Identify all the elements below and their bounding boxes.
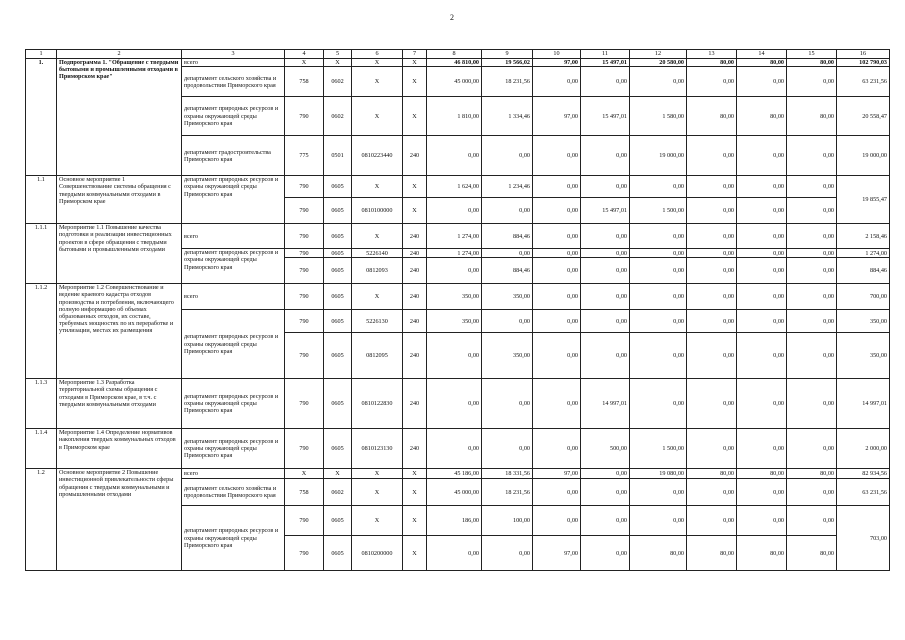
cell: 0,00 bbox=[427, 258, 482, 284]
cell: X bbox=[285, 469, 324, 479]
cell: 20 558,47 bbox=[837, 97, 890, 136]
cell: 1 274,00 bbox=[427, 249, 482, 258]
cell: 1 274,00 bbox=[427, 224, 482, 249]
executor: департамент природных ресурсов и охраны окружающей среды Приморского края bbox=[182, 506, 285, 571]
table-row bbox=[26, 429, 890, 469]
row-number: 1.2 bbox=[26, 469, 57, 571]
cell: 63 231,56 bbox=[837, 67, 890, 97]
cell: 0,00 bbox=[737, 176, 787, 198]
cell: X bbox=[352, 97, 403, 136]
cell: 884,46 bbox=[837, 258, 890, 284]
cell: 0,00 bbox=[581, 249, 630, 258]
cell: 0,00 bbox=[482, 136, 533, 176]
cell: 240 bbox=[403, 333, 427, 379]
cell: 240 bbox=[403, 379, 427, 429]
cell: 0602 bbox=[324, 479, 352, 506]
row-number: 1.1.2 bbox=[26, 284, 57, 379]
cell: 19 000,00 bbox=[837, 136, 890, 176]
executor: департамент природных ресурсов и охраны окружающей среды Приморского края bbox=[182, 176, 285, 224]
col-header: 15 bbox=[787, 50, 837, 59]
cell: X bbox=[324, 59, 352, 67]
col-header: 4 bbox=[285, 50, 324, 59]
cell: 15 497,01 bbox=[581, 59, 630, 67]
cell: 0810122830 bbox=[352, 379, 403, 429]
executor: всего bbox=[182, 59, 285, 67]
col-header: 8 bbox=[427, 50, 482, 59]
col-header: 11 bbox=[581, 50, 630, 59]
cell: 1 274,00 bbox=[837, 249, 890, 258]
cell: 0,00 bbox=[427, 429, 482, 469]
cell: 0,00 bbox=[533, 310, 581, 333]
cell: 0,00 bbox=[630, 67, 687, 97]
cell: X bbox=[352, 284, 403, 310]
col-header: 7 bbox=[403, 50, 427, 59]
cell: 0,00 bbox=[533, 67, 581, 97]
cell: 0,00 bbox=[581, 67, 630, 97]
executor: всего bbox=[182, 224, 285, 249]
cell: 1 624,00 bbox=[427, 176, 482, 198]
cell: 240 bbox=[403, 136, 427, 176]
cell: 0501 bbox=[324, 136, 352, 176]
cell: 0602 bbox=[324, 67, 352, 97]
cell: 186,00 bbox=[427, 506, 482, 536]
cell: 790 bbox=[285, 224, 324, 249]
cell: 5226140 bbox=[352, 249, 403, 258]
cell: 0,00 bbox=[737, 379, 787, 429]
cell: 790 bbox=[285, 97, 324, 136]
row-name: Основное мероприятие 2 Повышение инвестиционной привлекательности сферы обращения с твердыми коммунальными и промышленными отходами bbox=[57, 469, 182, 571]
cell: 703,00 bbox=[837, 506, 890, 571]
cell: 0,00 bbox=[787, 258, 837, 284]
cell: 700,00 bbox=[837, 284, 890, 310]
cell: 97,00 bbox=[533, 469, 581, 479]
executor: департамент градостроительства Приморского края bbox=[182, 136, 285, 176]
cell: X bbox=[403, 479, 427, 506]
cell: 0602 bbox=[324, 97, 352, 136]
cell: 240 bbox=[403, 284, 427, 310]
cell: X bbox=[403, 97, 427, 136]
cell: 758 bbox=[285, 479, 324, 506]
cell: 102 790,03 bbox=[837, 59, 890, 67]
cell: 45 186,00 bbox=[427, 469, 482, 479]
col-header: 16 bbox=[837, 50, 890, 59]
page-number: 2 bbox=[450, 13, 454, 22]
cell: 0,00 bbox=[737, 198, 787, 224]
cell: 0,00 bbox=[427, 379, 482, 429]
cell: 0810123130 bbox=[352, 429, 403, 469]
row-number: 1.1 bbox=[26, 176, 57, 224]
executor: департамент природных ресурсов и охраны окружающей среды Приморского края bbox=[182, 97, 285, 136]
table-row bbox=[26, 469, 890, 479]
cell: 790 bbox=[285, 198, 324, 224]
row-name: Мероприятие 1.2 Совершенствование и ведение краевого кадастра отходов производства и потребления, включающего полную информацию об объемах образованных отходов, их составе, требуемых мощностях по их переработке и утилизации, местах их размещения bbox=[57, 284, 182, 379]
cell: 790 bbox=[285, 310, 324, 333]
cell: 0,00 bbox=[787, 284, 837, 310]
cell: 240 bbox=[403, 224, 427, 249]
cell: 0,00 bbox=[687, 198, 737, 224]
executor: департамент сельского хозяйства и продовольствия Приморского края bbox=[182, 479, 285, 506]
cell: 790 bbox=[285, 379, 324, 429]
cell: X bbox=[403, 59, 427, 67]
cell: 18 231,56 bbox=[482, 479, 533, 506]
cell: X bbox=[352, 224, 403, 249]
cell: 0,00 bbox=[787, 379, 837, 429]
cell: 350,00 bbox=[837, 310, 890, 333]
cell: 0810200000 bbox=[352, 536, 403, 571]
cell: X bbox=[403, 67, 427, 97]
cell: 0,00 bbox=[787, 176, 837, 198]
cell: 80,00 bbox=[630, 536, 687, 571]
cell: 15 497,01 bbox=[581, 198, 630, 224]
row-number: 1.1.3 bbox=[26, 379, 57, 429]
cell: 240 bbox=[403, 249, 427, 258]
cell: 20 580,00 bbox=[630, 59, 687, 67]
cell: 0,00 bbox=[427, 333, 482, 379]
cell: 0,00 bbox=[533, 176, 581, 198]
cell: 0,00 bbox=[630, 506, 687, 536]
executor: департамент природных ресурсов и охраны окружающей среды Приморского края bbox=[182, 310, 285, 379]
cell: 0,00 bbox=[737, 479, 787, 506]
cell: 19 855,47 bbox=[837, 176, 890, 224]
cell: 0,00 bbox=[687, 136, 737, 176]
cell: 0,00 bbox=[581, 506, 630, 536]
cell: 1 234,46 bbox=[482, 176, 533, 198]
cell: 0,00 bbox=[427, 136, 482, 176]
cell: 80,00 bbox=[687, 469, 737, 479]
cell: X bbox=[352, 469, 403, 479]
cell: 80,00 bbox=[687, 536, 737, 571]
cell: 350,00 bbox=[837, 333, 890, 379]
cell: 0,00 bbox=[581, 469, 630, 479]
cell: 0605 bbox=[324, 333, 352, 379]
header-row bbox=[26, 50, 890, 59]
executor: всего bbox=[182, 284, 285, 310]
cell: 0605 bbox=[324, 506, 352, 536]
cell: 0,00 bbox=[427, 536, 482, 571]
cell: 0605 bbox=[324, 249, 352, 258]
cell: 2 000,00 bbox=[837, 429, 890, 469]
cell: 0,00 bbox=[581, 258, 630, 284]
cell: 14 997,01 bbox=[581, 379, 630, 429]
cell: 0,00 bbox=[687, 284, 737, 310]
cell: 790 bbox=[285, 249, 324, 258]
cell: X bbox=[352, 67, 403, 97]
table-row bbox=[26, 224, 890, 249]
cell: 19 080,00 bbox=[630, 469, 687, 479]
cell: 0,00 bbox=[737, 284, 787, 310]
cell: 5226130 bbox=[352, 310, 403, 333]
cell: 100,00 bbox=[482, 506, 533, 536]
cell: X bbox=[352, 176, 403, 198]
table-row bbox=[26, 176, 890, 198]
table-row bbox=[26, 284, 890, 310]
cell: 18 231,56 bbox=[482, 67, 533, 97]
cell: 0,00 bbox=[482, 198, 533, 224]
cell: 0,00 bbox=[581, 284, 630, 310]
cell: 0,00 bbox=[787, 198, 837, 224]
cell: 0,00 bbox=[581, 136, 630, 176]
cell: 0605 bbox=[324, 284, 352, 310]
cell: 0,00 bbox=[533, 284, 581, 310]
cell: 0605 bbox=[324, 379, 352, 429]
cell: X bbox=[324, 469, 352, 479]
cell: 0,00 bbox=[737, 258, 787, 284]
row-number: 1.1.4 bbox=[26, 429, 57, 469]
cell: 80,00 bbox=[737, 469, 787, 479]
cell: 45 000,00 bbox=[427, 67, 482, 97]
cell: 82 934,56 bbox=[837, 469, 890, 479]
cell: 0,00 bbox=[787, 310, 837, 333]
cell: 0,00 bbox=[787, 224, 837, 249]
cell: 18 331,56 bbox=[482, 469, 533, 479]
cell: 0605 bbox=[324, 258, 352, 284]
col-header: 1 bbox=[26, 50, 57, 59]
table-row bbox=[26, 59, 890, 67]
cell: 63 231,56 bbox=[837, 479, 890, 506]
cell: 0,00 bbox=[630, 224, 687, 249]
cell: 80,00 bbox=[787, 59, 837, 67]
cell: X bbox=[403, 506, 427, 536]
cell: 0605 bbox=[324, 310, 352, 333]
cell: 0,00 bbox=[687, 333, 737, 379]
cell: 500,00 bbox=[581, 429, 630, 469]
cell: 790 bbox=[285, 284, 324, 310]
cell: 0810100000 bbox=[352, 198, 403, 224]
cell: 0,00 bbox=[533, 198, 581, 224]
cell: 1 500,00 bbox=[630, 429, 687, 469]
cell: 0605 bbox=[324, 176, 352, 198]
col-header: 14 bbox=[737, 50, 787, 59]
cell: 0,00 bbox=[687, 379, 737, 429]
col-header: 13 bbox=[687, 50, 737, 59]
cell: X bbox=[352, 506, 403, 536]
row-name: Мероприятие 1.1 Повышение качества подготовки и реализации инвестиционных проектов в сфере обращения с твердыми бытовыми и промышленными отходами bbox=[57, 224, 182, 284]
cell: 0,00 bbox=[581, 479, 630, 506]
cell: 19 000,00 bbox=[630, 136, 687, 176]
row-name: Мероприятие 1.4 Определение нормативов накопления твердых коммунальных отходов в Приморском крае bbox=[57, 429, 182, 469]
cell: 80,00 bbox=[737, 59, 787, 67]
cell: X bbox=[403, 469, 427, 479]
cell: 15 497,01 bbox=[581, 97, 630, 136]
cell: 0,00 bbox=[482, 429, 533, 469]
cell: 0810223440 bbox=[352, 136, 403, 176]
cell: 0,00 bbox=[737, 310, 787, 333]
cell: 80,00 bbox=[737, 536, 787, 571]
cell: 0,00 bbox=[533, 224, 581, 249]
cell: 758 bbox=[285, 67, 324, 97]
cell: 0605 bbox=[324, 429, 352, 469]
cell: 350,00 bbox=[482, 284, 533, 310]
cell: 0,00 bbox=[482, 536, 533, 571]
cell: 0,00 bbox=[630, 284, 687, 310]
cell: 0,00 bbox=[687, 429, 737, 469]
cell: 80,00 bbox=[787, 469, 837, 479]
budget-table bbox=[25, 49, 890, 571]
cell: 0,00 bbox=[737, 224, 787, 249]
cell: 0,00 bbox=[630, 176, 687, 198]
cell: 97,00 bbox=[533, 97, 581, 136]
table-row bbox=[26, 379, 890, 429]
executor: департамент природных ресурсов и охраны окружающей среды Приморского края bbox=[182, 379, 285, 429]
cell: 0,00 bbox=[533, 479, 581, 506]
cell: 0,00 bbox=[533, 258, 581, 284]
cell: 1 580,00 bbox=[630, 97, 687, 136]
cell: 1 334,46 bbox=[482, 97, 533, 136]
cell: 0,00 bbox=[687, 249, 737, 258]
cell: 0,00 bbox=[533, 506, 581, 536]
cell: 0,00 bbox=[687, 258, 737, 284]
cell: 0,00 bbox=[787, 333, 837, 379]
cell: 0,00 bbox=[737, 136, 787, 176]
cell: 0,00 bbox=[533, 429, 581, 469]
executor: департамент сельского хозяйства и продовольствия Приморского края bbox=[182, 67, 285, 97]
cell: 46 810,00 bbox=[427, 59, 482, 67]
cell: 884,46 bbox=[482, 224, 533, 249]
cell: 0,00 bbox=[482, 379, 533, 429]
cell: 0,00 bbox=[581, 536, 630, 571]
col-header: 6 bbox=[352, 50, 403, 59]
cell: 1 500,00 bbox=[630, 198, 687, 224]
cell: 790 bbox=[285, 176, 324, 198]
col-header: 12 bbox=[630, 50, 687, 59]
executor: департамент природных ресурсов и охраны окружающей среды Приморского края bbox=[182, 429, 285, 469]
cell: 790 bbox=[285, 258, 324, 284]
cell: 0,00 bbox=[581, 224, 630, 249]
cell: 350,00 bbox=[427, 310, 482, 333]
cell: 0,00 bbox=[533, 333, 581, 379]
cell: 80,00 bbox=[737, 97, 787, 136]
cell: 97,00 bbox=[533, 59, 581, 67]
col-header: 2 bbox=[57, 50, 182, 59]
cell: 790 bbox=[285, 429, 324, 469]
cell: 0605 bbox=[324, 198, 352, 224]
executor: департамент природных ресурсов и охраны окружающей среды Приморского края bbox=[182, 249, 285, 284]
cell: 0,00 bbox=[581, 333, 630, 379]
cell: 0,00 bbox=[687, 479, 737, 506]
cell: 0812093 bbox=[352, 258, 403, 284]
row-name: Основное мероприятие 1 Совершенствование системы обращения с твердыми коммунальными отходами в Приморском крае bbox=[57, 176, 182, 224]
cell: 0,00 bbox=[737, 333, 787, 379]
cell: X bbox=[403, 536, 427, 571]
cell: 0,00 bbox=[533, 136, 581, 176]
cell: 0,00 bbox=[787, 479, 837, 506]
col-header: 10 bbox=[533, 50, 581, 59]
row-number: 1. bbox=[26, 59, 57, 176]
cell: 0,00 bbox=[687, 67, 737, 97]
cell: 0,00 bbox=[482, 310, 533, 333]
cell: 0,00 bbox=[687, 176, 737, 198]
cell: X bbox=[352, 479, 403, 506]
cell: 80,00 bbox=[687, 97, 737, 136]
cell: 0,00 bbox=[737, 249, 787, 258]
cell: 790 bbox=[285, 536, 324, 571]
cell: 240 bbox=[403, 429, 427, 469]
cell: 0,00 bbox=[687, 310, 737, 333]
cell: 0605 bbox=[324, 536, 352, 571]
cell: 97,00 bbox=[533, 536, 581, 571]
cell: 19 566,02 bbox=[482, 59, 533, 67]
cell: 0605 bbox=[324, 224, 352, 249]
cell: 0,00 bbox=[581, 176, 630, 198]
cell: 1 810,00 bbox=[427, 97, 482, 136]
cell: 0,00 bbox=[427, 198, 482, 224]
row-number: 1.1.1 bbox=[26, 224, 57, 284]
cell: 775 bbox=[285, 136, 324, 176]
cell: 14 997,01 bbox=[837, 379, 890, 429]
cell: 0,00 bbox=[787, 249, 837, 258]
cell: 80,00 bbox=[787, 97, 837, 136]
cell: 0,00 bbox=[787, 136, 837, 176]
row-name: Подпрограмма 1. "Обращение с твердыми бытовыми и промышленными отходами в Приморском крае" bbox=[57, 59, 182, 176]
cell: 0,00 bbox=[737, 429, 787, 469]
cell: 0,00 bbox=[630, 310, 687, 333]
cell: 0,00 bbox=[737, 67, 787, 97]
col-header: 9 bbox=[482, 50, 533, 59]
cell: 240 bbox=[403, 258, 427, 284]
cell: 80,00 bbox=[687, 59, 737, 67]
cell: 790 bbox=[285, 333, 324, 379]
cell: 45 000,00 bbox=[427, 479, 482, 506]
row-name: Мероприятие 1.3 Разработка территориальной схемы обращения с отходами в Приморском крае, в т.ч. с твердыми коммунальными отходами bbox=[57, 379, 182, 429]
executor: всего bbox=[182, 469, 285, 479]
cell: 350,00 bbox=[427, 284, 482, 310]
cell: 0,00 bbox=[630, 333, 687, 379]
cell: 0812095 bbox=[352, 333, 403, 379]
col-header: 3 bbox=[182, 50, 285, 59]
cell: 80,00 bbox=[787, 536, 837, 571]
cell: 2 158,46 bbox=[837, 224, 890, 249]
cell: 0,00 bbox=[630, 258, 687, 284]
cell: 350,00 bbox=[482, 333, 533, 379]
cell: 0,00 bbox=[787, 67, 837, 97]
cell: X bbox=[403, 176, 427, 198]
cell: 0,00 bbox=[533, 249, 581, 258]
cell: 0,00 bbox=[787, 506, 837, 536]
cell: 0,00 bbox=[482, 249, 533, 258]
cell: 0,00 bbox=[630, 479, 687, 506]
cell: 0,00 bbox=[687, 506, 737, 536]
cell: 0,00 bbox=[687, 224, 737, 249]
cell: 0,00 bbox=[630, 249, 687, 258]
cell: 0,00 bbox=[630, 379, 687, 429]
cell: X bbox=[403, 198, 427, 224]
cell: 0,00 bbox=[581, 310, 630, 333]
cell: 0,00 bbox=[787, 429, 837, 469]
cell: 884,46 bbox=[482, 258, 533, 284]
cell: X bbox=[352, 59, 403, 67]
cell: 0,00 bbox=[533, 379, 581, 429]
cell: 790 bbox=[285, 506, 324, 536]
cell: 240 bbox=[403, 310, 427, 333]
col-header: 5 bbox=[324, 50, 352, 59]
cell: 0,00 bbox=[737, 506, 787, 536]
cell: X bbox=[285, 59, 324, 67]
